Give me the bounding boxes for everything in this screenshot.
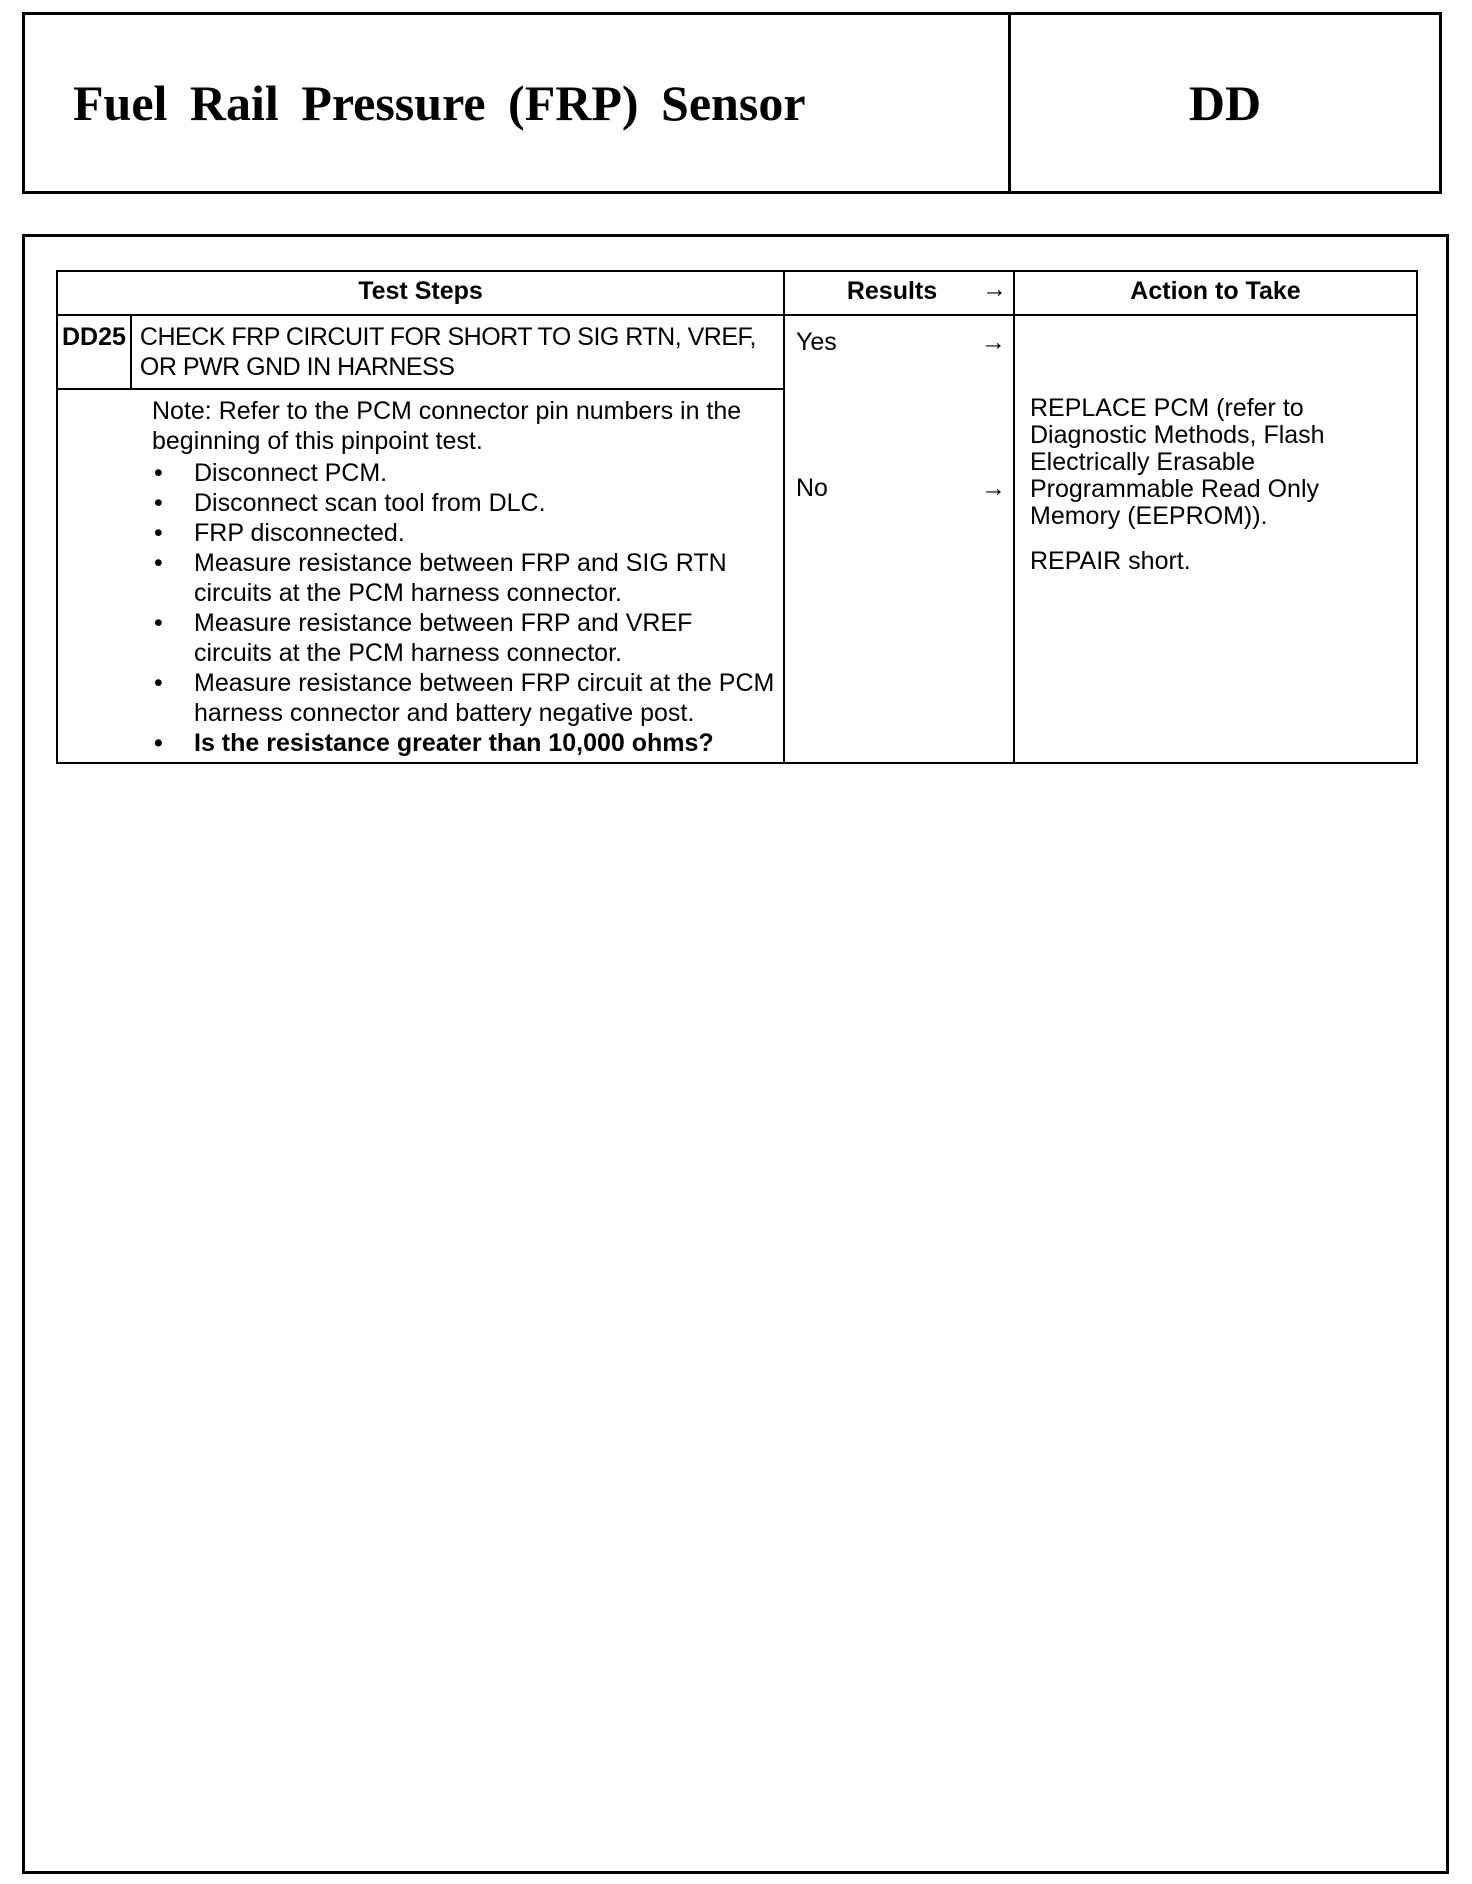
result-no: [786, 473, 1012, 503]
section-code: DD: [1008, 15, 1439, 191]
list-item: [152, 668, 775, 728]
header-results: [784, 271, 1014, 315]
bullet-icon: •: [154, 489, 163, 517]
page-title: Fuel Rail Pressure (FRP) Sensor: [73, 75, 806, 131]
action-yes: REPLACE PCM (refer to Diagnostic Methods, Flash Electrically Erasable Programmable Read Only Memory (EEPROM)).: [1030, 394, 1325, 530]
arrow-icon: →: [981, 328, 1006, 356]
step-question-text: Is the resistance greater than 10,000 ohms?: [194, 729, 714, 757]
bullet-icon: •: [154, 729, 163, 757]
step-title-cell: [57, 315, 784, 389]
page-header: [22, 12, 1442, 194]
results-cell: [784, 315, 1014, 763]
list-item: [152, 608, 775, 668]
header-action-to-take: Action to Take: [1014, 271, 1417, 315]
step-title-row: [57, 315, 1417, 389]
header-results-label: Results: [846, 277, 938, 305]
action-no: REPAIR short.: [1030, 547, 1191, 575]
step-title: CHECK FRP CIRCUIT FOR SHORT TO SIG RTN, VREF, OR PWR GND IN HARNESS: [139, 323, 756, 381]
list-item-text: Disconnect PCM.: [194, 459, 388, 487]
step-question: [152, 728, 775, 758]
result-no-label: No: [796, 474, 828, 502]
result-yes-label: Yes: [796, 328, 837, 356]
list-item-text: Disconnect scan tool from DLC.: [194, 489, 546, 517]
step-body-cell: [57, 389, 784, 763]
table-header-row: [57, 271, 1417, 315]
test-steps-table: [56, 270, 1418, 764]
list-item: [152, 548, 775, 608]
bullet-icon: •: [154, 519, 163, 547]
bullet-icon: •: [154, 459, 163, 487]
list-item-text: FRP disconnected.: [194, 519, 405, 547]
step-id: DD25: [58, 316, 132, 388]
arrow-icon: →: [981, 474, 1006, 502]
bullet-icon: •: [154, 609, 163, 637]
bullet-icon: •: [154, 669, 163, 697]
list-item-text: Measure resistance between FRP circuit at the PCM harness connector and battery negative post.: [194, 669, 775, 727]
list-item: [152, 488, 775, 518]
step-note: Note: Refer to the PCM connector pin numbers in the beginning of this pinpoint test.: [152, 397, 742, 455]
list-item-text: Measure resistance between FRP and VREF circuits at the PCM harness connector.: [194, 609, 693, 667]
list-item: [152, 518, 775, 548]
list-item-text: Measure resistance between FRP and SIG RTN circuits at the PCM harness connector.: [194, 549, 727, 607]
step-bullet-list: [152, 458, 775, 758]
header-test-steps: Test Steps: [57, 271, 784, 315]
arrow-icon: →: [982, 275, 1007, 303]
actions-cell: [1014, 315, 1417, 763]
list-item: [152, 458, 775, 488]
bullet-icon: •: [154, 549, 163, 577]
result-yes: [786, 327, 1012, 357]
